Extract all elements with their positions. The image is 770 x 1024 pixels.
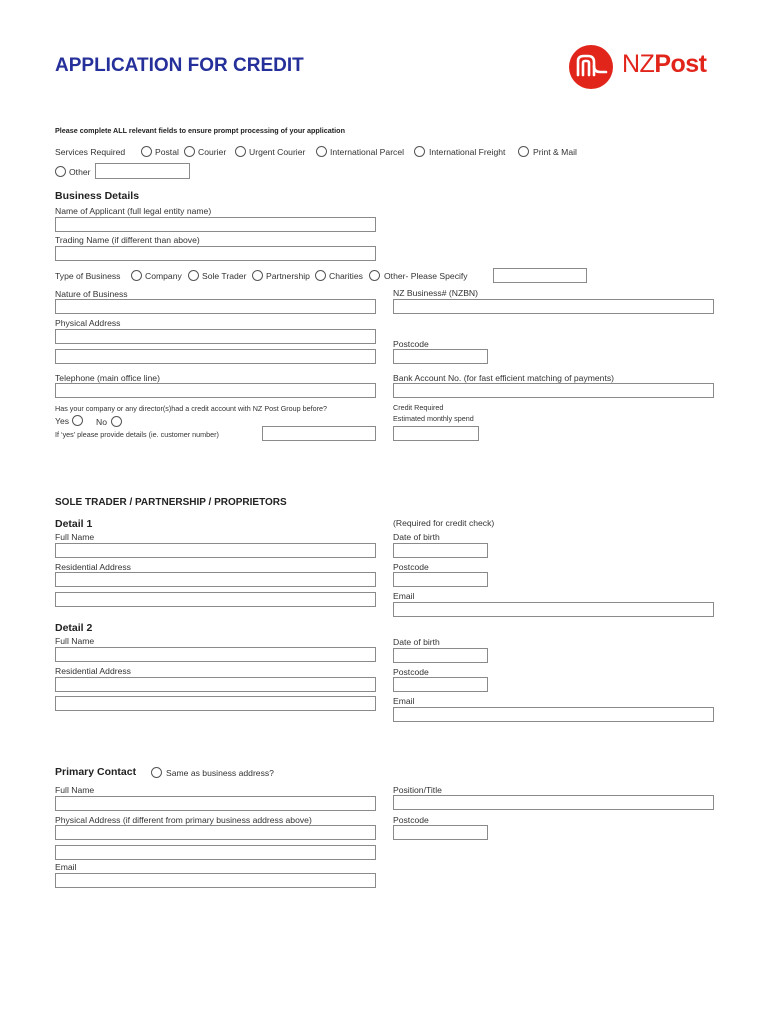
detail1-full-name-input[interactable] (55, 543, 376, 558)
nzbn-input[interactable] (393, 299, 714, 314)
detail1-email-input[interactable] (393, 602, 714, 617)
trading-name-input[interactable] (55, 246, 376, 261)
detail2-full-name-label: Full Name (55, 636, 95, 646)
option-other-label: Other (69, 167, 91, 177)
detail1-full-name-label: Full Name (55, 532, 95, 542)
radio-other[interactable] (55, 166, 66, 177)
detail1-postcode-input[interactable] (393, 572, 488, 587)
radio-international-freight[interactable] (414, 146, 425, 157)
nature-of-business-label: Nature of Business (55, 289, 128, 299)
credit-required-label: Credit Required (393, 403, 444, 412)
services-label: Services Required (55, 147, 126, 157)
details-note: If ‘yes’ please provide details (ie. customer number) (55, 430, 219, 439)
radio-yes[interactable] (72, 415, 83, 426)
nature-of-business-input[interactable] (55, 299, 376, 314)
detail-2-heading: Detail 2 (55, 622, 93, 634)
detail1-email-label: Email (393, 591, 415, 601)
sole-trader-heading: SOLE TRADER / PARTNERSHIP / PROPRIETORS (55, 497, 287, 508)
physical-address-input-1[interactable] (55, 329, 376, 344)
contact-full-name-label: Full Name (55, 785, 95, 795)
radio-partnership[interactable] (252, 270, 263, 281)
prior-account-question: Has your company or any director(s)had a credit account with NZ Post Group before? (55, 404, 328, 413)
detail2-dob-label: Date of birth (393, 637, 440, 647)
business-details-heading: Business Details (55, 190, 140, 202)
radio-print-mail[interactable] (518, 146, 529, 157)
physical-address-input-2[interactable] (55, 349, 376, 364)
detail2-residential-label: Residential Address (55, 666, 131, 676)
primary-contact-heading: Primary Contact (55, 766, 137, 778)
telephone-input[interactable] (55, 383, 376, 398)
type-other-label: Other- Please Specify (384, 271, 468, 281)
detail2-dob-input[interactable] (393, 648, 488, 663)
detail1-dob-input[interactable] (393, 543, 488, 558)
credit-check-note: (Required for credit check) (393, 518, 495, 528)
radio-company[interactable] (131, 270, 142, 281)
detail-1-heading: Detail 1 (55, 518, 93, 530)
radio-charities[interactable] (315, 270, 326, 281)
type-sole-trader-label: Sole Trader (202, 271, 247, 281)
contact-postcode-input[interactable] (393, 825, 488, 840)
radio-urgent-courier[interactable] (235, 146, 246, 157)
contact-physical-label: Physical Address (if different from primary business address above) (55, 815, 312, 825)
radio-postal[interactable] (141, 146, 152, 157)
yes-label: Yes (55, 416, 70, 426)
applicant-name-input[interactable] (55, 217, 376, 232)
page-title: APPLICATION FOR CREDIT (55, 55, 304, 76)
business-type-label: Type of Business (55, 271, 121, 281)
detail2-full-name-input[interactable] (55, 647, 376, 662)
contact-full-name-input[interactable] (55, 796, 376, 811)
intro-text: Please complete ALL relevant fields to ensure prompt processing of your application (55, 126, 345, 135)
radio-same-address[interactable] (151, 767, 162, 778)
telephone-label: Telephone (main office line) (55, 373, 160, 383)
contact-physical-input-1[interactable] (55, 825, 376, 840)
radio-sole-trader[interactable] (188, 270, 199, 281)
nzpost-logo (568, 44, 726, 90)
monthly-spend-input[interactable] (393, 426, 479, 441)
option-courier-label: Courier (198, 147, 227, 157)
detail2-residential-input-2[interactable] (55, 696, 376, 711)
radio-other-type[interactable] (369, 270, 380, 281)
contact-position-label: Position/Title (393, 785, 442, 795)
detail1-dob-label: Date of birth (393, 532, 440, 542)
option-international-parcel-label: International Parcel (330, 147, 405, 157)
business-postcode-input[interactable] (393, 349, 488, 364)
contact-position-input[interactable] (393, 795, 714, 810)
same-address-label: Same as business address? (166, 768, 274, 778)
option-international-freight-label: International Freight (429, 147, 506, 157)
bank-account-label: Bank Account No. (for fast efficient matching of payments) (393, 373, 614, 383)
no-label: No (96, 417, 107, 427)
contact-email-input[interactable] (55, 873, 376, 888)
applicant-name-label: Name of Applicant (full legal entity name) (55, 206, 212, 216)
option-print-mail-label: Print & Mail (533, 147, 577, 157)
type-charities-label: Charities (329, 271, 363, 281)
contact-postcode-label: Postcode (393, 815, 429, 825)
radio-courier[interactable] (184, 146, 195, 157)
other-type-input[interactable] (493, 268, 587, 283)
trading-name-label: Trading Name (if different than above) (55, 235, 200, 245)
option-postal-label: Postal (155, 147, 179, 157)
detail1-residential-input-2[interactable] (55, 592, 376, 607)
detail1-residential-input-1[interactable] (55, 572, 376, 587)
bank-account-input[interactable] (393, 383, 714, 398)
monthly-spend-label: Estimated monthly spend (393, 414, 474, 423)
nzpost-logo-icon (568, 44, 618, 90)
radio-international-parcel[interactable] (316, 146, 327, 157)
detail1-postcode-label: Postcode (393, 562, 429, 572)
business-postcode-label: Postcode (393, 339, 429, 349)
type-company-label: Company (145, 271, 182, 281)
detail2-postcode-label: Postcode (393, 667, 429, 677)
logo-wordmark: NZPost (622, 50, 707, 78)
radio-no[interactable] (111, 416, 122, 427)
detail2-postcode-input[interactable] (393, 677, 488, 692)
type-partnership-label: Partnership (266, 271, 310, 281)
detail2-email-label: Email (393, 696, 415, 706)
physical-address-label: Physical Address (55, 318, 121, 328)
option-urgent-courier-label: Urgent Courier (249, 147, 306, 157)
detail2-email-input[interactable] (393, 707, 714, 722)
detail1-residential-label: Residential Address (55, 562, 131, 572)
detail2-residential-input-1[interactable] (55, 677, 376, 692)
customer-number-input[interactable] (262, 426, 376, 441)
contact-physical-input-2[interactable] (55, 845, 376, 860)
contact-email-label: Email (55, 862, 77, 872)
other-service-input[interactable] (95, 163, 190, 179)
nzbn-label: NZ Business# (NZBN) (393, 288, 478, 298)
